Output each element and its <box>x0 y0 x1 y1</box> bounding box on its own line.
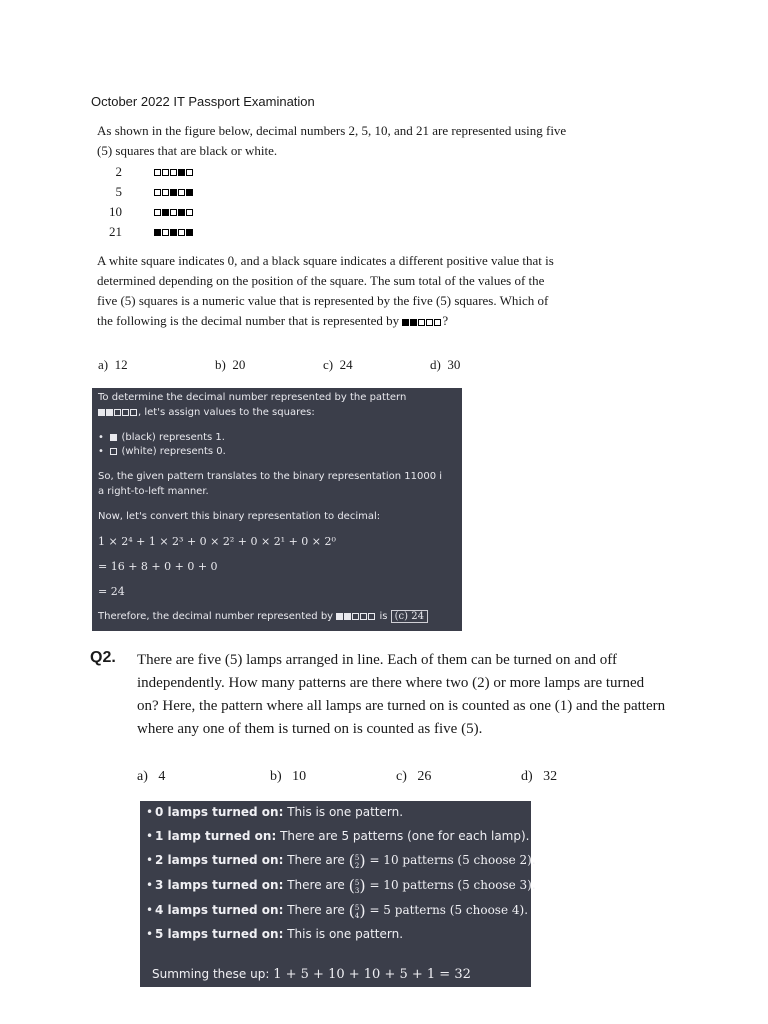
q1-square-row <box>96 183 194 201</box>
black-square <box>344 613 351 620</box>
white-square <box>122 409 129 416</box>
q1-option-c[interactable] <box>323 357 353 373</box>
white-square <box>418 319 425 326</box>
item-text: There are <box>287 903 345 917</box>
boxed-answer: (c) 24 <box>391 610 428 623</box>
white-square <box>162 229 169 236</box>
q1-option-b[interactable] <box>215 357 245 373</box>
white-square <box>154 169 161 176</box>
q1-option-d[interactable] <box>430 357 460 373</box>
q1-square-row <box>96 203 194 221</box>
item-result: = 10 patterns (5 choose 3). <box>369 878 536 892</box>
q1-description <box>97 251 567 331</box>
q2-option-c[interactable] <box>396 769 431 785</box>
binomial-top: 5 <box>354 878 360 887</box>
white-square <box>114 409 121 416</box>
option-key: a) <box>137 769 148 784</box>
white-square <box>178 189 185 196</box>
row-number: 5 <box>115 184 122 199</box>
white-square <box>162 169 169 176</box>
square-pattern <box>154 203 194 221</box>
white-square <box>154 189 161 196</box>
row-number: 21 <box>109 224 122 239</box>
bullet-text: (white) represents 0. <box>121 446 226 457</box>
q1-description-text: A white square indicates 0, and a black square indicates a different positive value that is determined depending on the position of the square. The sum total of the values of the five (5) squares is a numeric value that is represented by the five (5) squares. Which of the following is the decimal number that is represented by <box>97 253 554 328</box>
black-square <box>170 189 177 196</box>
item-heading: 3 lamps turned on: <box>155 878 284 892</box>
bullet-white <box>98 446 226 457</box>
option-key: d) <box>430 357 441 372</box>
option-key: c) <box>396 769 407 784</box>
math-line: = 16 + 8 + 0 + 0 + 0 <box>98 560 218 573</box>
list-item <box>146 927 403 941</box>
black-square <box>154 229 161 236</box>
q2-answer-panel <box>140 801 536 987</box>
summary-label: Summing these up: <box>152 967 270 981</box>
item-text: There are 5 patterns (one for each lamp). <box>280 829 530 843</box>
option-value: 10 <box>292 769 307 784</box>
binomial: ( 5 4 ) <box>348 901 366 920</box>
option-key: b) <box>215 357 226 372</box>
bullet-icon: • <box>98 432 104 443</box>
conclusion-text: Therefore, the decimal number represented by <box>98 611 334 622</box>
item-text: There are <box>287 853 345 867</box>
option-key: d) <box>521 769 533 784</box>
item-heading: 1 lamp turned on: <box>155 829 277 843</box>
black-square <box>402 319 409 326</box>
bullet-icon: • <box>146 853 154 867</box>
white-square <box>130 409 137 416</box>
binomial: ( 5 2 ) <box>348 851 366 870</box>
binomial-top: 5 <box>354 853 360 862</box>
option-key: c) <box>323 357 334 372</box>
q2-option-a[interactable] <box>137 769 165 785</box>
binomial-bottom: 3 <box>354 886 360 895</box>
q1-square-row <box>96 163 194 181</box>
bullet-black <box>98 432 225 443</box>
list-item <box>146 851 536 870</box>
answer-line: Now, let's convert this binary representation to decimal: <box>98 511 381 522</box>
square-pattern <box>154 223 194 241</box>
black-square <box>162 209 169 216</box>
item-heading: 4 lamps turned on: <box>155 903 284 917</box>
white-square <box>170 169 177 176</box>
white-square <box>162 189 169 196</box>
conclusion-is: is <box>379 611 388 622</box>
answer-line: So, the given pattern translates to the binary representation 11000 i <box>98 471 443 482</box>
option-value: 24 <box>339 357 353 372</box>
white-square <box>186 169 193 176</box>
bullet-icon: • <box>146 903 154 917</box>
black-square <box>178 169 185 176</box>
q1-intro: As shown in the figure below, decimal numbers 2, 5, 10, and 21 are represented using five (5) squares that are black or white. <box>97 123 567 158</box>
question-mark: ? <box>442 313 449 328</box>
option-value: 4 <box>158 769 166 784</box>
bullet-icon: • <box>146 829 154 843</box>
item-heading: 0 lamps turned on: <box>155 805 284 819</box>
q1-square-row <box>96 223 194 241</box>
binomial-bottom: 4 <box>354 911 360 920</box>
white-square <box>154 209 161 216</box>
bullet-icon: • <box>146 878 154 892</box>
list-item <box>146 805 403 819</box>
item-heading: 5 lamps turned on: <box>155 927 284 941</box>
answer-line: a right-to-left manner. <box>98 486 209 497</box>
black-square <box>110 434 117 441</box>
white-square <box>360 613 367 620</box>
black-square <box>98 409 105 416</box>
binomial-top: 5 <box>354 903 360 912</box>
option-value: 26 <box>417 769 432 784</box>
white-square <box>426 319 433 326</box>
item-heading: 2 lamps turned on: <box>155 853 284 867</box>
option-value: 30 <box>447 357 461 372</box>
binomial: ( 5 3 ) <box>348 876 366 895</box>
answer-line <box>98 407 315 418</box>
white-square <box>110 448 117 455</box>
option-value: 32 <box>543 769 558 784</box>
white-square <box>186 209 193 216</box>
list-item <box>146 876 536 895</box>
white-square <box>368 613 375 620</box>
option-value: 20 <box>232 357 246 372</box>
answer-text: , let's assign values to the squares: <box>138 407 315 418</box>
option-value: 12 <box>114 357 128 372</box>
bullet-text: (black) represents 1. <box>121 432 225 443</box>
row-number: 2 <box>115 164 122 179</box>
white-square <box>352 613 359 620</box>
q2-text: There are five (5) lamps arranged in line. Each of them can be turned on and off independently. How many patterns are there where two (2) or more lamps are turned on? Here, the pattern where all lamps are turned on is counted as one (1) and the pattern where any one of them is turned on is counted as five (5). <box>137 652 666 737</box>
q2-option-d[interactable] <box>521 769 557 785</box>
white-square <box>434 319 441 326</box>
q1-option-a[interactable] <box>98 357 128 373</box>
q2-label: Q2. <box>90 649 116 666</box>
item-text: There are <box>287 878 345 892</box>
summary-line <box>152 967 471 982</box>
q2-option-b[interactable] <box>270 769 306 785</box>
white-square <box>178 229 185 236</box>
item-result: = 5 patterns (5 choose 4). <box>369 903 529 917</box>
bullet-icon: • <box>146 805 154 819</box>
black-square <box>186 229 193 236</box>
item-text: This is one pattern. <box>287 805 404 819</box>
black-square <box>178 209 185 216</box>
item-text: This is one pattern. <box>287 927 404 941</box>
black-square <box>410 319 417 326</box>
summary-math: 1 + 5 + 10 + 10 + 5 + 1 = 32 <box>273 967 471 982</box>
square-pattern <box>154 163 194 181</box>
black-square <box>186 189 193 196</box>
answer-conclusion <box>98 611 428 622</box>
option-key: b) <box>270 769 282 784</box>
bullet-icon: • <box>146 927 154 941</box>
black-square <box>106 409 113 416</box>
item-result: = 10 patterns (5 choose 2). <box>369 853 536 867</box>
black-square <box>336 613 343 620</box>
q1-target-pattern <box>402 313 442 328</box>
black-square <box>170 229 177 236</box>
binomial-bottom: 2 <box>354 861 360 870</box>
answer-line: To determine the decimal number represented by the pattern <box>98 392 407 403</box>
white-square <box>170 209 177 216</box>
option-key: a) <box>98 357 109 372</box>
list-item <box>146 829 529 843</box>
square-pattern <box>154 183 194 201</box>
row-number: 10 <box>109 204 122 219</box>
bullet-icon: • <box>98 446 104 457</box>
q1-answer-panel <box>92 388 462 631</box>
page-title: October 2022 IT Passport Examination <box>91 94 315 109</box>
math-line: 1 × 2⁴ + 1 × 2³ + 0 × 2² + 0 × 2¹ + 0 × 2⁰ <box>98 535 336 548</box>
list-item <box>146 901 528 920</box>
math-line: = 24 <box>98 585 125 598</box>
